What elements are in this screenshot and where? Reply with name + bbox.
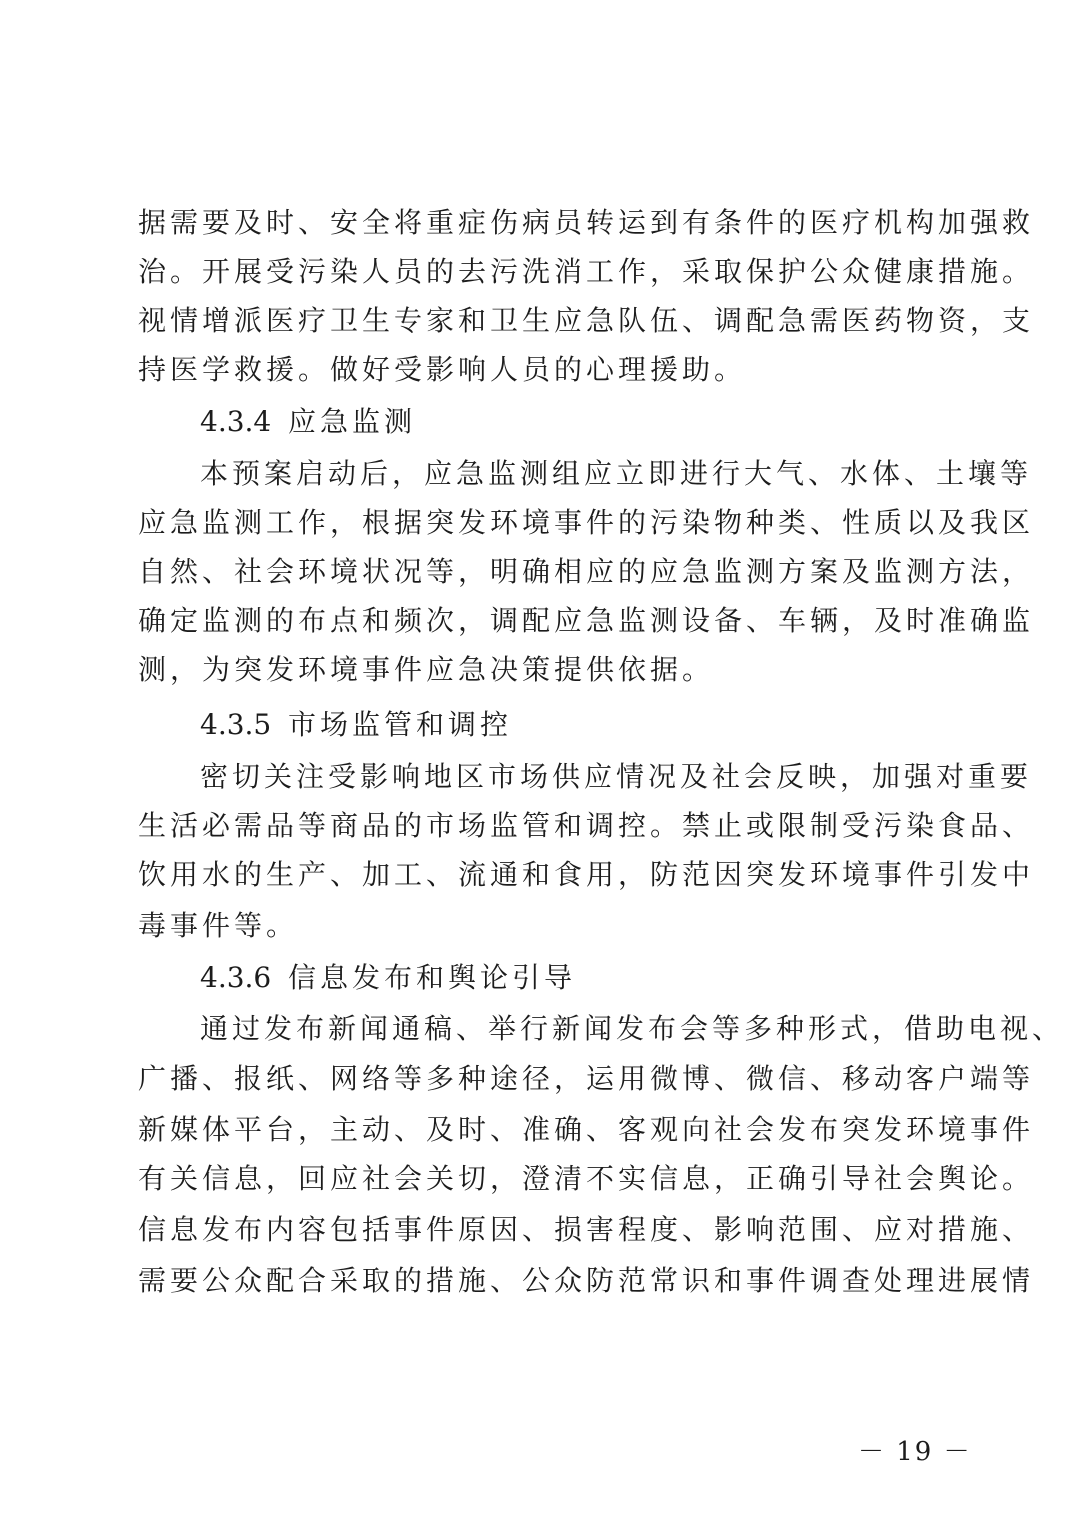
section-number: 4.3.5 [200,708,272,741]
paragraph-line: 持医学救援。做好受影响人员的心理援助。 [138,353,747,386]
paragraph-line: 治。开展受污染人员的去污洗消工作，采取保护公众健康措施。 [138,255,1035,288]
section-title: 市场监管和调控 [288,708,513,741]
paragraph-line: 自然、社会环境状况等，明确相应的应急监测方案及监测方法， [138,555,1035,588]
section-heading-4-3-5 [200,696,512,754]
section-number: 4.3.6 [200,961,272,994]
paragraph-line: 本预案启动后，应急监测组应立即进行大气、水体、土壤等 [200,457,1033,490]
section-number: 4.3.4 [200,405,272,438]
paragraph-line: 毒事件等。 [138,909,299,942]
paragraph-line: 应急监测工作，根据突发环境事件的污染物种类、性质以及我区 [138,506,1035,539]
paragraph-line: 测，为突发环境事件应急决策提供依据。 [138,653,715,686]
paragraph-line: 饮用水的生产、加工、流通和食用，防范因突发环境事件引发中 [138,858,1035,891]
paragraph-line: 确定监测的布点和频次，调配应急监测设备、车辆，及时准确监 [138,604,1035,637]
paragraph-line: 新媒体平台，主动、及时、准确、客观向社会发布突发环境事件 [138,1113,1035,1146]
section-title: 信息发布和舆论引导 [288,961,577,994]
paragraph-line: 信息发布内容包括事件原因、损害程度、影响范围、应对措施、 [138,1213,1035,1246]
paragraph-line: 通过发布新闻通稿、举行新闻发布会等多种形式，借助电视、 [200,1012,1065,1045]
section-heading-4-3-4 [200,393,416,451]
paragraph-line: 广播、报纸、网络等多种途径，运用微博、微信、移动客户端等 [138,1062,1035,1095]
paragraph-line: 需要公众配合采取的措施、公众防范常识和事件调查处理进展情 [138,1264,1035,1297]
section-heading-4-3-6 [200,949,576,1007]
paragraph-line: 视情增派医疗卫生专家和卫生应急队伍、调配急需医药物资，支 [138,304,1035,337]
paragraph-line: 有关信息，回应社会关切，澄清不实信息，正确引导社会舆论。 [138,1162,1035,1195]
paragraph-line: 据需要及时、安全将重症伤病员转运到有条件的医疗机构加强救 [138,206,1035,239]
page-number: － 19 － [858,1437,972,1467]
section-title: 应急监测 [288,405,417,438]
paragraph-line: 生活必需品等商品的市场监管和调控。禁止或限制受污染食品、 [138,809,1035,842]
paragraph-line: 密切关注受影响地区市场供应情况及社会反映，加强对重要 [200,760,1033,793]
